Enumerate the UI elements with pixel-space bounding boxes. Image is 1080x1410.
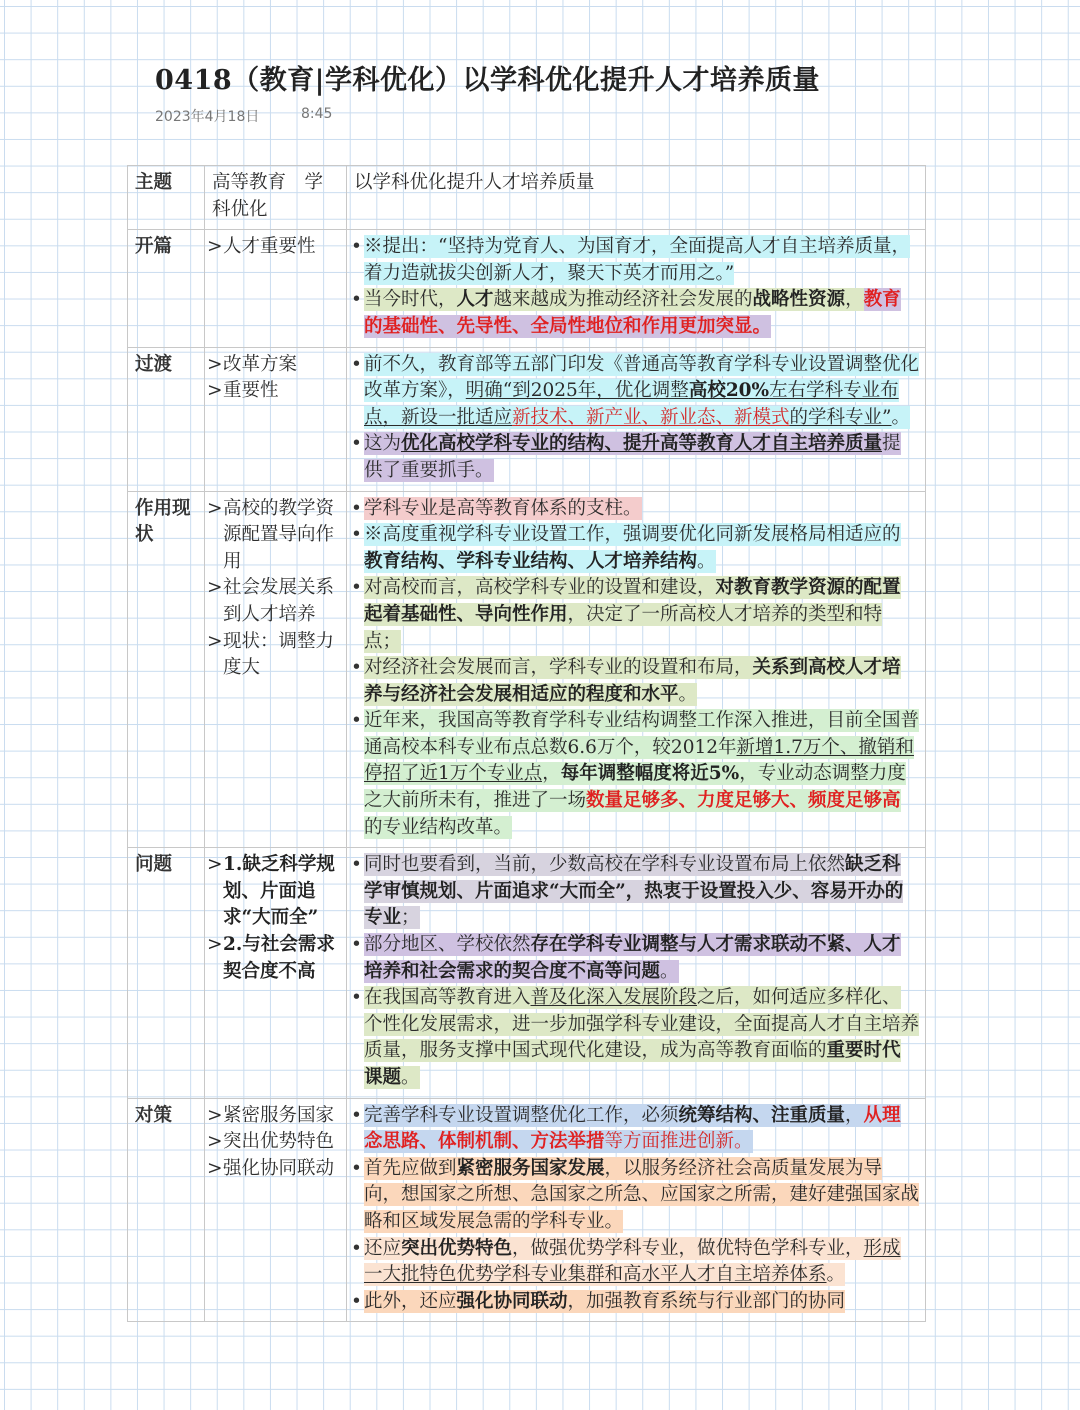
highlighted-text: 部分地区、学校依然 bbox=[364, 934, 531, 956]
bullet-list bbox=[354, 852, 919, 1091]
emphasis-text: 对教育教学资源的配置起着基础性、导向性作用 bbox=[364, 577, 901, 625]
section-points bbox=[347, 347, 926, 491]
header-theme: 以学科优化提升人才培养质量 bbox=[347, 166, 926, 230]
note-time: 8:45 bbox=[301, 106, 333, 122]
subtopic-item: > 改革方案 bbox=[205, 352, 340, 379]
highlighted-text: 还应 bbox=[364, 1237, 402, 1259]
bullet-point bbox=[354, 575, 919, 655]
highlighted-text: 的学科专业” bbox=[789, 406, 892, 428]
highlighted-text: 对经济社会发展而言，学科专业的设置和布局， bbox=[364, 657, 753, 679]
highlighted-text: 前不久，教育部等五部门印发《普通高等教育学科专业设置调整优化改革方案》， bbox=[364, 353, 920, 402]
bullet-list bbox=[354, 234, 919, 340]
bullet-point bbox=[354, 852, 919, 932]
highlighted-text: ※提出：“坚持为党育人、为国育才，全面提高人才自主培养质量，着力造就拔尖创新人才，聚天下英才而用之。” bbox=[364, 236, 910, 284]
highlighted-text: 近年来，我国高等教育学科专业结构调整工作深入推进，目前全国普通高校本科专业布点总数6.6万个，较2012年 bbox=[364, 710, 920, 758]
section-points bbox=[347, 1098, 926, 1322]
bullet-point bbox=[354, 655, 919, 708]
bullet-point bbox=[354, 234, 919, 287]
emphasis-text: 存在学科专业调整与人才需求联动不紧、人才培养和社会需求的契合度不高等问题 bbox=[364, 934, 901, 982]
bullet-list bbox=[354, 352, 919, 485]
bullet-point bbox=[354, 1103, 919, 1156]
emphasis-text: 战略性资源 bbox=[752, 289, 846, 311]
highlighted-text: 对高校而言，高校学科专业的设置和建设， bbox=[364, 577, 716, 599]
highlighted-text: ，加强教育系统与行业部门的协同 bbox=[567, 1290, 846, 1312]
highlighted-text: ，做强优势学科专业，做优特色学科专业， bbox=[512, 1237, 864, 1259]
highlighted-text: 。 bbox=[697, 550, 716, 572]
highlighted-text: 。 bbox=[826, 1264, 846, 1286]
highlighted-text: ，决定了一所高校人才培养的类型和特点； bbox=[364, 603, 883, 652]
highlighted-text: 之后，如何适应多样化、个性化发展需求，进一步加强学科专业建设，全面提高人才自主培养质量，服务支撑中国式现代化建设，成为高等教育面临的 bbox=[364, 987, 920, 1062]
note-meta bbox=[155, 106, 333, 126]
subtopic-item: > 紧密服务国家 bbox=[205, 1103, 340, 1130]
highlighted-text: 当今时代， bbox=[364, 289, 457, 311]
highlighted-text: 新增1.7万个、撤销和停招了近1万个专业点 bbox=[364, 736, 914, 785]
highlighted-text: 完善学科专业设置调整优化工作，必须 bbox=[364, 1104, 679, 1126]
subtopic-item: > 人才重要性 bbox=[205, 234, 340, 261]
section-row bbox=[128, 230, 926, 347]
emphasis-text: 关系到高校人才培养与经济社会发展相适应的程度和水平 bbox=[364, 657, 901, 705]
section-points bbox=[347, 491, 926, 848]
section-subtopics bbox=[205, 347, 347, 491]
highlighted-text: 。 bbox=[660, 960, 679, 982]
highlighted-text: ， bbox=[542, 763, 561, 785]
subtopic-item: > 强化协同联动 bbox=[205, 1156, 340, 1183]
highlighted-text: 学科专业是高等教育体系的支柱。 bbox=[364, 497, 642, 519]
emphasis-text: 高校20% bbox=[688, 380, 770, 402]
section-subtopics bbox=[205, 1098, 347, 1322]
emphasis-text: 紧密服务国家发展 bbox=[456, 1157, 605, 1179]
highlighted-text: 此外，还应 bbox=[364, 1290, 457, 1312]
subtopic-item: > 社会发展关系到人才培养 bbox=[205, 575, 340, 628]
highlighted-text: ， bbox=[845, 289, 864, 311]
highlighted-text: 等方面推进创新。 bbox=[604, 1131, 753, 1153]
section-subtopics bbox=[205, 491, 347, 848]
highlighted-text: ，以服务经济社会高质量发展为导向，想国家之所想、急国家之所急、应国家之所需，建好建强国家战略和区域发展急需的学科专业。 bbox=[364, 1157, 920, 1232]
subtopic-item: > 现状：调整力度大 bbox=[205, 629, 340, 682]
header-subject: 高等教育 学科优化 bbox=[205, 166, 347, 230]
bullet-list bbox=[354, 496, 919, 842]
bullet-point bbox=[354, 1156, 919, 1236]
highlighted-text: 。 bbox=[678, 683, 698, 705]
highlighted-text: ； bbox=[401, 907, 420, 929]
section-points bbox=[347, 230, 926, 347]
highlighted-text: 明确“到2025年，优化调整 bbox=[465, 380, 689, 402]
emphasis-text: 教育的基础性、先导性、全局性地位和作用更加突显。 bbox=[364, 289, 901, 337]
emphasis-text: 重要时代课题 bbox=[364, 1040, 901, 1088]
emphasis-text: 优化高校学科专业的结构、提升高等教育人才自主培养质量 bbox=[401, 433, 883, 455]
section-topic: 过渡 bbox=[128, 347, 205, 491]
highlighted-text: 的专业结构改革。 bbox=[364, 816, 513, 838]
section-subtopics bbox=[205, 230, 347, 347]
emphasis-text: 突出优势特色 bbox=[401, 1237, 513, 1259]
highlighted-text: 在我国高等教育进入 bbox=[364, 987, 531, 1009]
subtopic-item: > 高校的教学资源配置导向作用 bbox=[205, 496, 340, 576]
note-title: 0418（教育|学科优化）以学科优化提升人才培养质量 bbox=[155, 65, 820, 96]
emphasis-text: 强化协同联动 bbox=[456, 1290, 568, 1312]
emphasis-text: 缺乏科学审慎规划、片面追求“大而全”，热衷于设置投入少、容易开办的专业 bbox=[364, 854, 904, 929]
note-date: 2023年4月18日 bbox=[155, 109, 260, 125]
highlighted-text: 同时也要看到，当前，少数高校在学科专业设置布局上依然 bbox=[364, 854, 846, 876]
bullet-list bbox=[354, 1103, 919, 1316]
section-row bbox=[128, 347, 926, 491]
highlighted-text: 这为 bbox=[364, 433, 402, 455]
emphasis-text: 从理念思路、体制机制、方法举措 bbox=[364, 1104, 901, 1153]
highlighted-text: ， bbox=[845, 1104, 864, 1126]
subtopic-item: > 突出优势特色 bbox=[205, 1129, 340, 1156]
emphasis-text: 统筹结构、注重质量 bbox=[678, 1104, 846, 1126]
emphasis-text: 每年调整幅度将近5% bbox=[560, 763, 740, 785]
highlighted-text: ，专业动态调整力度之大前所未有，推进了一场 bbox=[364, 763, 906, 812]
highlighted-text: 。 bbox=[401, 1067, 420, 1088]
emphasis-text: 人才 bbox=[456, 289, 494, 311]
bullet-point bbox=[354, 352, 919, 432]
highlighted-text: 新技术、新产业、新业态、新模式 bbox=[512, 406, 790, 428]
bullet-point bbox=[354, 985, 919, 1091]
highlighted-text: 左右学科专业布点，新设一批适应 bbox=[364, 380, 899, 428]
subtopic-item: > 2.与社会需求契合度不高 bbox=[205, 932, 340, 985]
bullet-point bbox=[354, 708, 919, 841]
highlighted-text: 越来越成为推动经济社会发展的 bbox=[493, 289, 753, 311]
notes-table bbox=[127, 165, 926, 1322]
section-topic: 作用现状 bbox=[128, 491, 205, 848]
section-topic: 开篇 bbox=[128, 230, 205, 347]
highlighted-text: 普及化深入发展阶段 bbox=[530, 987, 698, 1009]
bullet-point bbox=[354, 522, 919, 575]
emphasis-text: 教育结构、学科专业结构、人才培养结构 bbox=[364, 550, 698, 572]
highlighted-text: 。 bbox=[891, 406, 911, 428]
bullet-point bbox=[354, 932, 919, 985]
section-subtopics bbox=[205, 848, 347, 1098]
subtopic-item: > 1.缺乏科学规划、片面追求“大而全” bbox=[205, 852, 340, 932]
bullet-point bbox=[354, 431, 919, 484]
bullet-point bbox=[354, 287, 919, 340]
bullet-point bbox=[354, 1236, 919, 1289]
subtopic-item: > 重要性 bbox=[205, 378, 340, 405]
highlighted-text: 形成一大批特色优势学科专业集群和高水平人才自主培养体系 bbox=[364, 1237, 901, 1286]
section-row bbox=[128, 848, 926, 1098]
header-topic: 主题 bbox=[128, 166, 205, 230]
section-row bbox=[128, 491, 926, 848]
bullet-point bbox=[354, 1289, 919, 1316]
highlighted-text: 首先应做到 bbox=[364, 1157, 457, 1179]
emphasis-text: 数量足够多、力度足够大、频度足够高 bbox=[586, 790, 901, 812]
section-topic: 问题 bbox=[128, 848, 205, 1098]
section-row bbox=[128, 1098, 926, 1322]
section-points bbox=[347, 848, 926, 1098]
highlighted-text: 提供了重要抓手。 bbox=[364, 433, 901, 481]
header-row bbox=[128, 166, 926, 230]
highlighted-text: ※高度重视学科专业设置工作，强调要优化同新发展格局相适应的 bbox=[364, 524, 901, 546]
bullet-point bbox=[354, 496, 919, 523]
section-topic: 对策 bbox=[128, 1098, 205, 1322]
